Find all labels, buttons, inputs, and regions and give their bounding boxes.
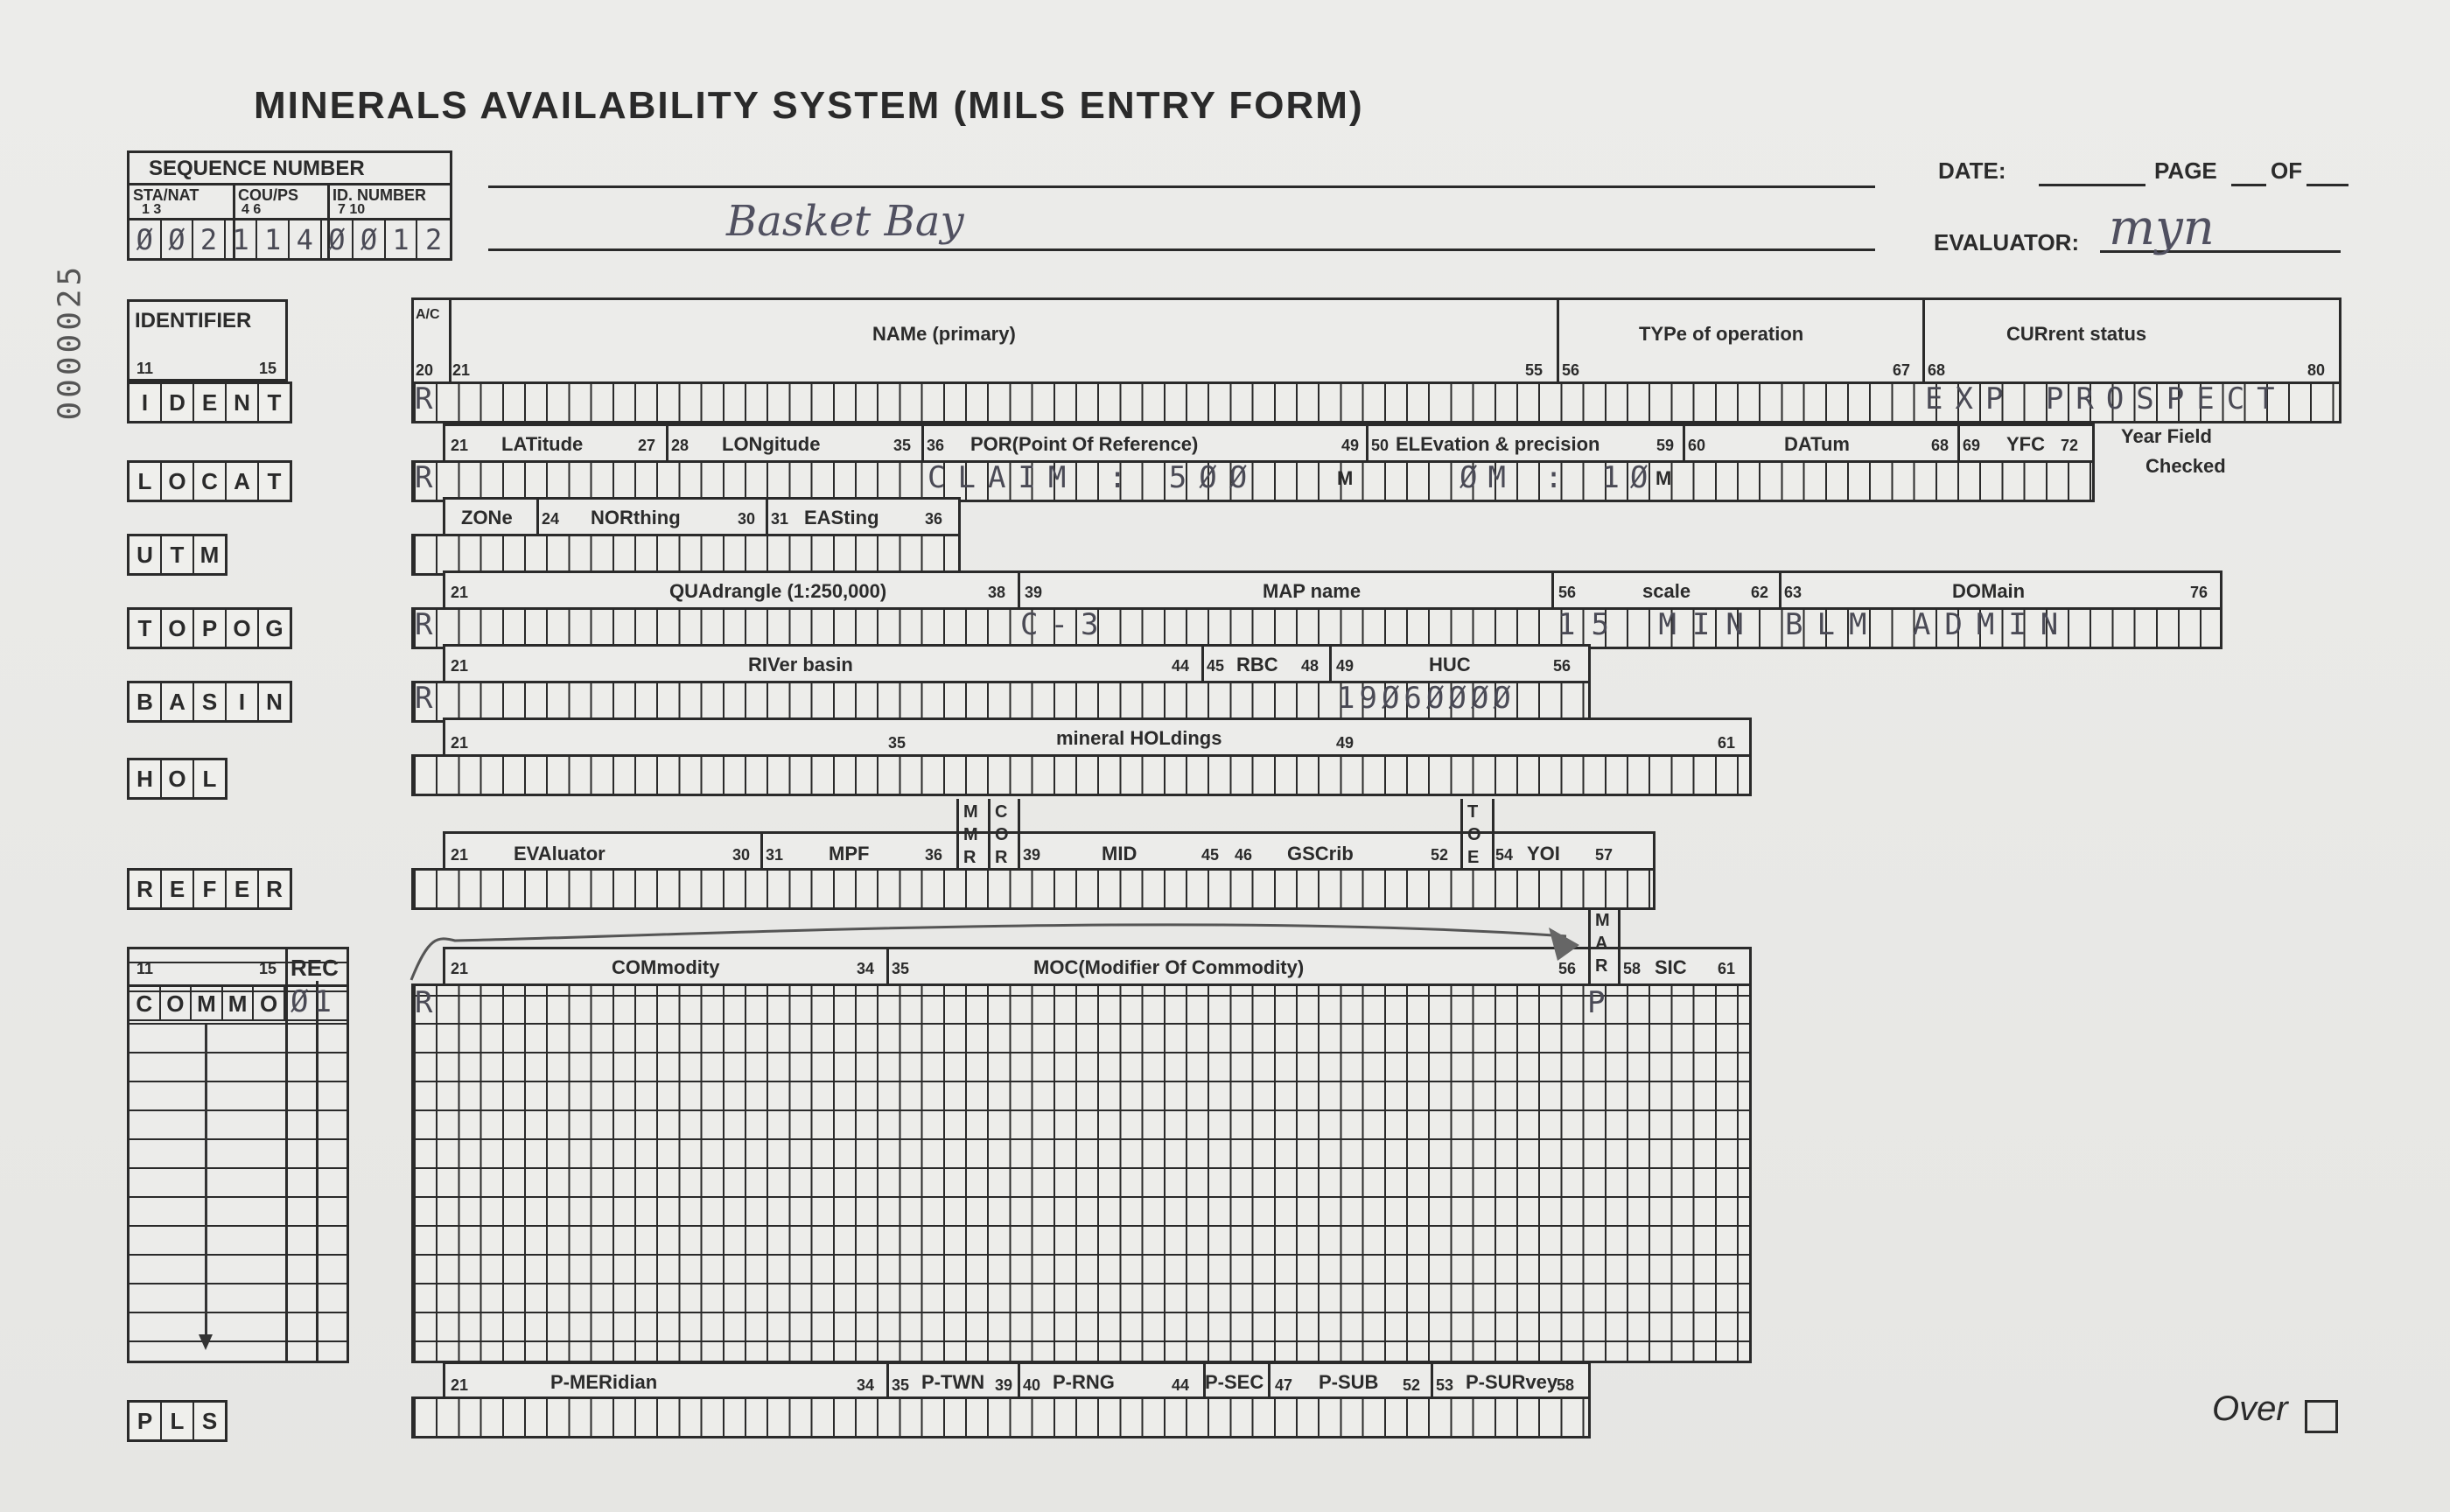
tag-letter: M [192,986,223,1021]
pls-h39: 39 [995,1376,1013,1394]
basin-h44: 44 [1172,657,1190,675]
tag-letter: T [267,388,282,416]
of-field[interactable] [2306,184,2348,186]
hol-h35: 35 [888,734,906,752]
pls-header [443,1362,1591,1399]
tag-letter: S [194,683,227,720]
down-arrow-icon [205,1025,207,1338]
commo-ac-value: R [415,985,433,1020]
pls-h35: 35 [892,1376,910,1394]
tag-letter: R [130,871,162,907]
locat-datum-label: DATum [1784,433,1850,455]
refer-mpf-label: MPF [829,843,870,864]
pls-range-label: P-RNG [1053,1371,1115,1393]
refer-h21: 21 [451,846,469,864]
date-label: DATE: [1938,158,2006,184]
refer-h36: 36 [925,846,943,864]
locat-h69: 69 [1963,437,1981,454]
checked-label: Checked [2146,455,2226,477]
refer-h52: 52 [1431,846,1449,864]
commo-mar-label: MAR [1595,911,1610,976]
pls-survey-label: P-SURvey [1466,1371,1558,1393]
locat-elevation-value: ØM : 1Ø [1460,460,1659,495]
locat-lon-label: LONgitude [722,433,821,455]
tag-letter: O [162,463,194,500]
locat-lat-label: LATitude [501,433,584,455]
basin-huc-label: HUC [1429,654,1471,676]
tag-letter: U [130,536,162,573]
hol-tag [127,758,228,800]
tag-letter: C [130,986,161,1021]
pls-tag [127,1400,228,1442]
commo-tag [130,986,285,1021]
refer-h57: 57 [1595,846,1614,864]
utm-h24: 24 [542,510,560,528]
commo-moc-label: MOC(Modifier Of Commodity) [1033,956,1305,978]
basin-ac-value: R [415,681,433,716]
sequence-digit-cell[interactable]: 1 [386,220,418,258]
commo-h34: 34 [857,960,875,977]
sequence-digit-cell[interactable]: Ø [162,220,194,258]
tag-letter: B [130,683,162,720]
over-checkbox[interactable] [2305,1400,2338,1433]
hol-header [443,718,1752,757]
refer-toe-label: TOE [1467,802,1481,867]
topog-domain-label: DOMain [1952,580,2026,602]
ident-ac-label: A/C [416,307,440,322]
sequence-digit-cell[interactable]: Ø [354,220,386,258]
refer-evaluator-label: EVAluator [514,843,606,864]
basin-huc-value: 19Ø6ØØØØ [1337,681,1516,716]
refer-h39: 39 [1023,846,1041,864]
seq-col2-nums: 4 6 [242,202,262,217]
handwritten-name: Basket Bay [726,197,964,246]
sequence-digit-cell[interactable]: 1 [226,220,258,258]
locat-h28: 28 [671,437,690,454]
basin-river-label: RIVer basin [748,654,853,676]
commo-sic-label: SIC [1655,956,1687,978]
topog-header [443,570,2222,610]
commo-h56: 56 [1558,960,1577,977]
locat-elevation-label: ELEvation & precision [1396,433,1600,455]
identifier-box [127,299,288,382]
tag-letter: S [201,1407,218,1434]
tag-letter: N [266,688,283,715]
basin-h45: 45 [1207,657,1225,675]
topog-h62: 62 [1751,584,1769,601]
name-line-2 [488,248,1875,251]
basin-rbc-label: RBC [1236,654,1278,676]
utm-easting-label: EASting [804,507,879,528]
tag-letter: F [194,871,227,907]
topog-h39: 39 [1025,584,1043,601]
basin-h21: 21 [451,657,469,675]
pls-h53: 53 [1436,1376,1454,1394]
ident-h80: 80 [2307,361,2326,379]
tag-letter: M [200,541,220,568]
locat-h50: 50 [1371,437,1390,454]
pls-section-label: P-SEC [1205,1371,1264,1393]
commo-mar-value: P [1587,985,1606,1020]
tag-letter: M [223,986,255,1021]
locat-m2: M [1656,467,1672,489]
ident-tag [127,382,292,424]
ident-h55: 55 [1525,361,1544,379]
locat-por-value: CLAIM : 5ØØ [928,460,1260,495]
utm-h31: 31 [771,510,789,528]
basin-tag [127,681,292,723]
ident-name-label: NAMe (primary) [872,323,1016,345]
locat-h68: 68 [1931,437,1950,454]
tag-letter: H [130,760,162,797]
ident-h20: 20 [416,361,434,379]
sequence-digits[interactable] [130,220,450,258]
refer-h30: 30 [732,846,751,864]
tag-letter: E [227,871,259,907]
tag-letter: D [162,384,194,421]
tag-letter: C [194,463,227,500]
refer-h45: 45 [1201,846,1220,864]
hol-holdings-label: mineral HOLdings [1056,727,1222,749]
tag-letter: L [202,765,217,792]
stamp-number: 0000025 [52,262,88,421]
pls-h44: 44 [1172,1376,1190,1394]
refer-tag [127,868,292,910]
pls-meridian-label: P-MERidian [550,1371,658,1393]
refer-mmr-label: MMR [963,802,978,867]
topog-scale-value: 15 MIN [1558,607,1760,642]
locat-m1: M [1337,467,1354,489]
commo-h35: 35 [892,960,910,977]
basin-h49: 49 [1336,657,1354,675]
topog-h56: 56 [1558,584,1577,601]
locat-yfc-label: YFC [2006,433,2045,455]
tag-letter: T [162,536,194,573]
tag-letter: I [130,384,162,421]
utm-header [443,497,961,536]
hol-input-grid[interactable] [411,754,1752,796]
commo-n11: 11 [136,960,154,977]
copy-arrow-icon [402,892,1592,989]
tag-letter: T [130,610,162,647]
pls-h52: 52 [1403,1376,1421,1394]
ident-h21: 21 [452,361,471,379]
topog-quadrangle-label: QUAdrangle (1:250,000) [669,580,887,602]
ident-h67: 67 [1893,361,1911,379]
name-line-1 [488,186,1875,188]
topog-h38: 38 [988,584,1006,601]
tag-letter: N [227,384,259,421]
topog-domain-value: BLM ADMIN [1785,607,2073,642]
hol-h49: 49 [1336,734,1354,752]
pls-township-label: P-TWN [921,1371,985,1393]
tag-letter: O [161,986,192,1021]
identifier-label: IDENTIFIER [135,309,252,332]
tag-letter: O [227,610,259,647]
sequence-digit-cell[interactable]: Ø [322,220,354,258]
identifier-n15: 15 [259,360,277,377]
hol-h21: 21 [451,734,469,752]
topog-h76: 76 [2190,584,2208,601]
commo-rec-label: REC [290,955,339,981]
locat-header [443,424,2095,463]
locat-h36: 36 [927,437,945,454]
locat-h59: 59 [1656,437,1675,454]
ident-current-label: CURrent status [2006,323,2147,345]
ident-h68: 68 [1928,361,1946,379]
pls-h34: 34 [857,1376,875,1394]
tag-letter: A [162,683,194,720]
utm-input-grid[interactable] [411,534,961,576]
commo-h61: 61 [1718,960,1736,977]
tag-letter: R [266,875,283,902]
seq-id-number: ID. NUMBER [332,186,426,204]
topog-h21: 21 [451,584,469,601]
locat-h49: 49 [1341,437,1360,454]
sequence-digit-cell[interactable]: Ø [130,220,162,258]
topog-tag [127,607,292,649]
pls-h58: 58 [1557,1376,1575,1394]
identifier-n11: 11 [136,360,154,377]
ident-h56: 56 [1562,361,1580,379]
commo-h58: 58 [1623,960,1642,977]
utm-tag [127,534,228,576]
basin-h48: 48 [1301,657,1320,675]
tag-letter: O [254,986,285,1021]
tag-letter: I [227,683,259,720]
topog-ac-value: R [415,607,433,642]
form-title: MINERALS AVAILABILITY SYSTEM (MILS ENTRY FORM) [254,84,1364,127]
sequence-digit-cell[interactable]: 2 [193,220,226,258]
refer-h54: 54 [1495,846,1514,864]
refer-gscrib-label: GSCrib [1287,843,1354,864]
ident-ac-value: R [415,382,433,416]
commo-left-box [127,947,349,1363]
utm-zone-label: ZONe [461,507,513,528]
down-arrow-head-icon [199,1334,213,1350]
evaluator-label: EVALUATOR: [1934,229,2080,256]
locat-ac-value: R [415,460,433,495]
commo-n15: 15 [259,960,277,977]
commo-commodity-label: COMmodity [612,956,720,978]
locat-por-label: POR(Point Of Reference) [970,433,1199,455]
sequence-digit-cell[interactable]: 4 [290,220,322,258]
page-label: PAGE [2154,158,2217,184]
locat-tag [127,460,292,502]
topog-scale-label: scale [1642,580,1691,602]
refer-h31: 31 [766,846,784,864]
topog-h63: 63 [1784,584,1802,601]
seq-col1-nums: 1 3 [142,202,162,217]
tag-letter: G [265,614,284,641]
commo-input-grid[interactable] [411,984,1752,1363]
tag-letter: O [162,760,194,797]
tag-letter: A [227,463,259,500]
page-field[interactable] [2231,184,2266,186]
seq-col3-nums: 7 10 [338,202,366,217]
utm-h30: 30 [738,510,756,528]
ident-header [411,298,2342,384]
sequence-digit-cell[interactable]: 2 [425,222,443,256]
tag-letter: L [130,463,162,500]
refer-header [443,802,1656,871]
topog-map-value: C-3 [1020,607,1111,642]
date-field[interactable] [2039,184,2146,186]
hol-h61: 61 [1718,734,1736,752]
refer-cor-label: COR [995,802,1009,867]
pls-h21: 21 [451,1376,469,1394]
pls-subdivision-label: P-SUB [1319,1371,1379,1393]
topog-map-label: MAP name [1263,580,1362,602]
of-label: OF [2271,158,2303,184]
basin-h56: 56 [1553,657,1572,675]
seq-sta-nat: STA/NAT [133,186,200,204]
sequence-number-box [127,150,452,261]
tag-letter: E [194,384,227,421]
tag-letter: L [162,1403,194,1439]
locat-h21: 21 [451,437,469,454]
locat-h60: 60 [1688,437,1706,454]
evaluator-signature: myn [2109,200,2215,256]
tag-letter: O [162,610,194,647]
sequence-digit-cell[interactable]: 1 [257,220,290,258]
pls-h40: 40 [1023,1376,1041,1394]
over-label: Over [2212,1390,2288,1428]
sequence-title: SEQUENCE NUMBER [149,157,365,180]
utm-northing-label: NORthing [591,507,681,528]
ident-status-value: EXP PROSPECT [1925,382,2287,416]
commo-rec-value: Ø1 [290,984,337,1019]
refer-mid-label: MID [1102,843,1138,864]
commo-h21: 21 [451,960,469,977]
locat-h27: 27 [638,437,656,454]
tag-letter: T [267,467,282,494]
tag-letter: P [130,1403,162,1439]
basin-header [443,644,1591,683]
locat-h72: 72 [2061,437,2079,454]
refer-yoi-label: YOI [1527,843,1560,864]
refer-h46: 46 [1235,846,1253,864]
ident-type-label: TYPe of operation [1639,323,1804,345]
seq-cou-ps: COU/PS [238,186,299,204]
pls-h47: 47 [1275,1376,1293,1394]
tag-letter: P [194,610,227,647]
year-field-label: Year Field [2121,425,2212,447]
locat-h35: 35 [893,437,912,454]
utm-h36: 36 [925,510,943,528]
tag-letter: E [162,871,194,907]
pls-input-grid[interactable] [411,1396,1591,1438]
